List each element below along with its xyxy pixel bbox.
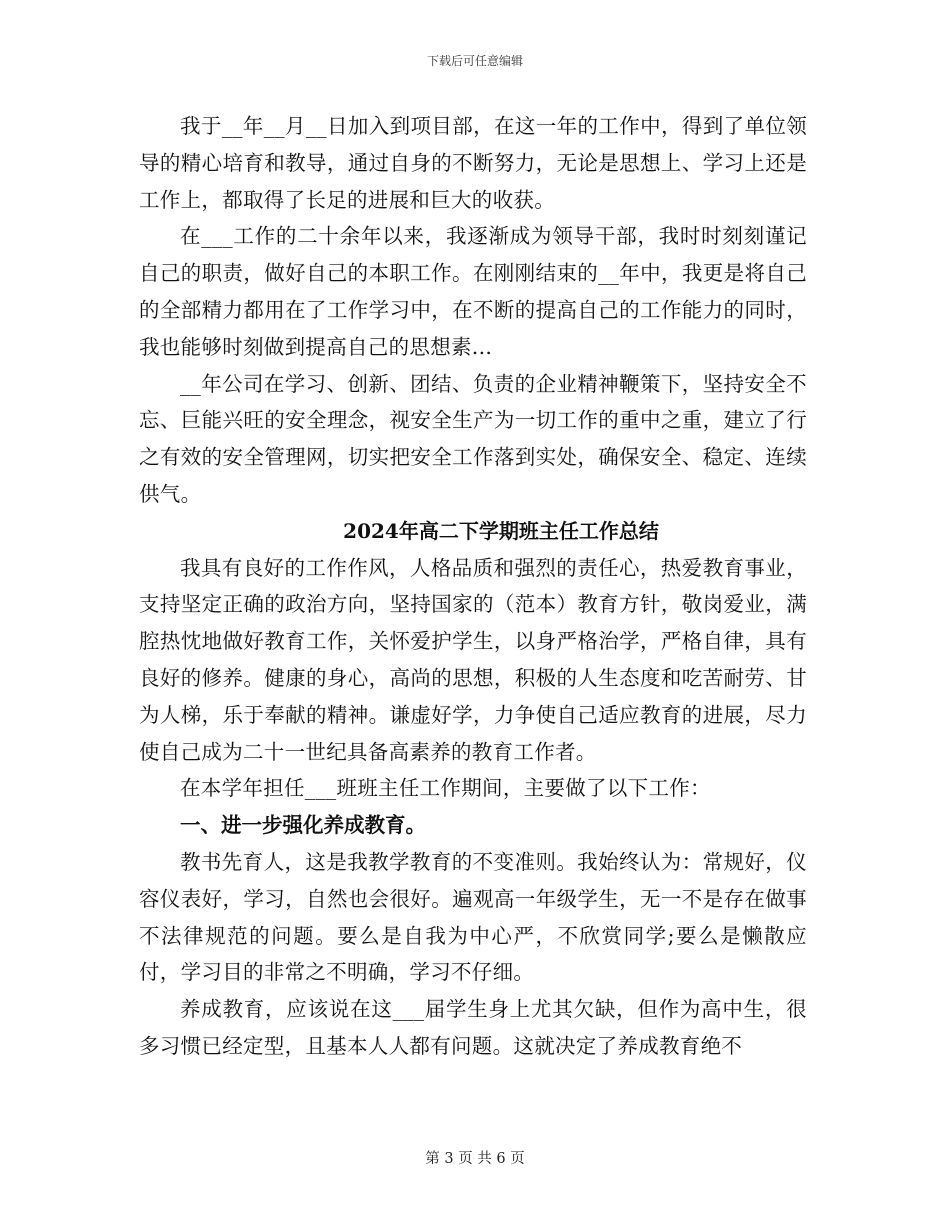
paragraph-intro-1: 我于__年__月__日加入到项目部，在这一年的工作中，得到了单位领导的精心培育和教导，通过自身的不断努力，无论是思想上、学习上还是工作上，都取得了长足的进展和巨大的收获。 bbox=[139, 114, 807, 212]
document-body bbox=[139, 108, 807, 1065]
document-title: 2024年高二下学期班主任工作总结 bbox=[343, 518, 659, 543]
section-heading-1: 一、进一步强化养成教育。 bbox=[180, 813, 426, 838]
paragraph-section1-1: 教书先育人，这是我教学教育的不变准则。我始终认为：常规好，仪容仪表好，学习，自然也会很好。遍观高一年级学生，无一不是存在做事不法律规范的问题。要么是自我为中心严，不欣赏同学;要么是懒散应付，学习目的非常之不明确，学习不仔细。 bbox=[139, 849, 807, 985]
page-footer: 第 3 页 共 6 页 bbox=[425, 1151, 525, 1167]
paragraph-section1-2: 养成教育，应该说在这___届学生身上尤其欠缺，但作为高中生，很多习惯已经定型，且基本人人都有问题。这就决定了养成教育绝不 bbox=[139, 997, 807, 1058]
paragraph-intro-2: 在___工作的二十余年以来，我逐渐成为领导干部，我时时刻刻谨记自己的职责，做好自己的本职工作。在刚刚结束的__年中，我更是将自己的全部精力都用在了工作学习中，在不断的提高自己的工作能力的同时，我也能够时刻做到提高自己的思想素... bbox=[139, 224, 807, 359]
paragraph-work-intro: 在本学年担任___班班主任工作期间，主要做了以下工作： bbox=[180, 776, 711, 801]
paragraph-intro-3: __年公司在学习、创新、团结、负责的企业精神鞭策下，坚持安全不忘、巨能兴旺的安全理念，视安全生产为一切工作的重中之重，建立了行之有效的安全管理网，切实把安全工作落到实处，确保安全、稳定、连续供气。 bbox=[139, 371, 807, 506]
page-header: 下载后可任意编辑 bbox=[426, 54, 523, 68]
paragraph-work-style: 我具有良好的工作作风，人格品质和强烈的责任心，热爱教育事业，支持坚定正确的政治方向，坚持国家的（范本）教育方针，敬岗爱业，满腔热忱地做好教育工作，关怀爱护学生，以身严格治学，严格自律，具有良好的修养。健康的身心，高尚的思想，积极的人生态度和吃苦耐劳、甘为人梯，乐于奉献的精神。谦虚好学，力争使自己适应教育的进展，尽力使自己成为二十一世纪具备高素养的教育工作者。 bbox=[139, 555, 807, 764]
